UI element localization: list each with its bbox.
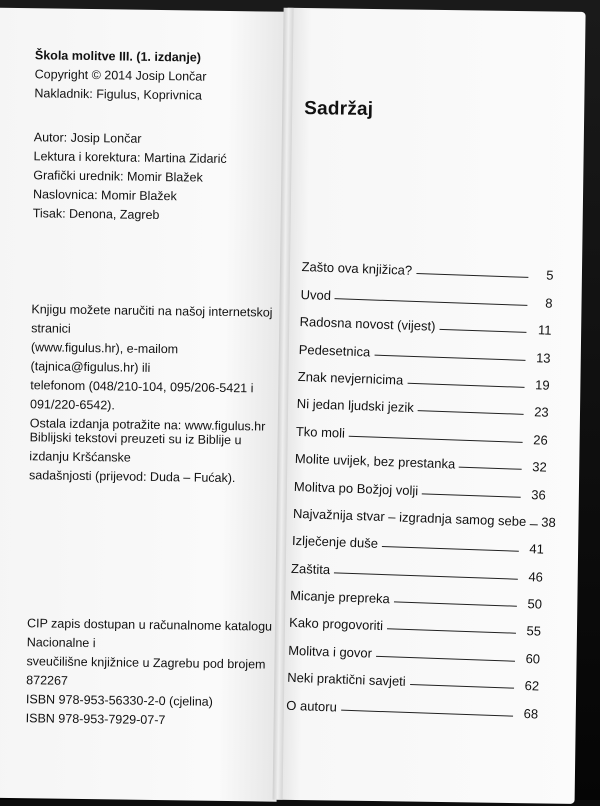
- toc-leader-line: [418, 410, 524, 415]
- toc-entry-page: 13: [535, 349, 551, 366]
- toc-entry-label: Ni jedan ljudski jezik: [296, 396, 415, 416]
- publisher-line: Nakladnik: Figulus, Koprivnica: [34, 86, 202, 103]
- toc-leader-line: [387, 629, 516, 635]
- toc-entry-page: 60: [525, 650, 541, 667]
- copyright-line: Copyright © 2014 Josip Lončar: [34, 67, 207, 84]
- toc-entry-label: Molitva po Božjoj volji: [293, 478, 419, 498]
- toc-entry-page: 11: [537, 322, 552, 338]
- order-info-block: [30, 300, 282, 436]
- toc-entry-page: 55: [526, 623, 542, 640]
- toc-entry-page: 19: [534, 377, 550, 393]
- printer-line: Tisak: Denona, Zagreb: [32, 206, 160, 223]
- book-title-line: Škola molitve III. (1. izdanje): [34, 48, 202, 65]
- author-line: Autor: Josip Lončar: [33, 130, 142, 146]
- isbn-block: [26, 690, 277, 731]
- toc-entry-label: Pedesetnica: [298, 341, 371, 360]
- cover-line: Naslovnica: Momir Blažek: [32, 187, 177, 204]
- toc-leader-line: [422, 493, 521, 497]
- toc-leader-line: [394, 602, 517, 607]
- order-line: (www.figulus.hr), e-mailom (tajnica@figulus.hr) ili: [30, 340, 179, 375]
- toc-entry-page: 41: [529, 541, 545, 557]
- toc-entry-label: Micanje prepreka: [289, 587, 391, 607]
- toc-entry-label: Najvažnija stvar – izgradnja samog sebe: [292, 505, 527, 529]
- order-line: Knjigu možete naručiti na našoj internetskoj stranici: [31, 302, 273, 336]
- cip-line: sveučilišne knjižnice u Zagrebu pod brojem 872267: [26, 654, 266, 688]
- isbn-line: ISBN 978-953-7929-07-7: [25, 711, 166, 728]
- order-line: Ostala izdanja potražite na: www.figulus.hr: [29, 416, 266, 434]
- toc-entry-page: 50: [527, 596, 543, 612]
- toc-entry-page: 26: [532, 431, 548, 448]
- graphic-editor-line: Grafički urednik: Momir Blažek: [33, 168, 203, 185]
- toc-entry-page: 38: [540, 514, 556, 530]
- toc-leader-line: [530, 524, 538, 525]
- toc-entry-label: Neki praktični savjeti: [287, 670, 406, 690]
- book-spread: [0, 8, 600, 804]
- credits-block: [33, 128, 284, 226]
- toc-entry-page: 23: [533, 404, 549, 421]
- bible-note-block: [29, 428, 280, 488]
- toc-entry-page: 8: [545, 295, 553, 311]
- toc-entry-label: O autoru: [286, 697, 338, 715]
- toc-leader-line: [416, 273, 528, 278]
- table-of-contents: [286, 247, 554, 721]
- toc-entry-label: Molite uvijek, bez prestanka: [294, 451, 456, 472]
- toc-leader-line: [407, 383, 524, 388]
- cip-line: CIP zapis dostupan u računalnome katalogu Nacionalne i: [26, 616, 273, 651]
- toc-leader-line: [410, 684, 514, 689]
- toc-entry-page: 68: [523, 705, 539, 722]
- toc-entry-label: Kako progovoriti: [288, 615, 384, 634]
- toc-entry-page: 46: [528, 568, 544, 585]
- toc-title: Sadržaj: [304, 98, 374, 120]
- order-line: telefonom (048/210-104, 095/206-5421 i 091/220-6542).: [29, 378, 254, 413]
- toc-leader-line: [439, 329, 526, 333]
- toc-entry-label: Molitva i govor: [287, 642, 373, 661]
- toc-entry-page: 32: [532, 459, 548, 475]
- toc-entry-label: Tko moli: [295, 423, 346, 441]
- bible-note-line: sadašnjosti (prijevod: Duda – Fućak).: [28, 468, 236, 486]
- proofreading-line: Lektura i korektura: Martina Zidarić: [33, 149, 227, 166]
- cip-block: [26, 614, 277, 693]
- toc-entry-label: Znak nevjernicima: [297, 368, 404, 388]
- toc-entry-page: 5: [545, 267, 554, 284]
- toc-entry-label: Zašto ova knjižica?: [301, 259, 413, 279]
- toc-entry-page: 62: [524, 678, 540, 694]
- toc-entry-label: Zaštita: [290, 560, 331, 577]
- isbn-line: ISBN 978-953-56330-2-0 (cjelina): [25, 692, 213, 709]
- toc-leader-line: [459, 467, 522, 470]
- bible-note-line: Biblijski tekstovi preuzeti su iz Biblije u izdanju Kršćanske: [29, 430, 242, 465]
- toc-entry-label: Izlječenje duše: [291, 533, 379, 552]
- toc-entry-page: 36: [531, 486, 547, 503]
- imprint-block: [34, 46, 285, 106]
- toc-entry-label: Radosna novost (vijest): [299, 314, 436, 334]
- toc-entry-label: Uvod: [300, 286, 332, 303]
